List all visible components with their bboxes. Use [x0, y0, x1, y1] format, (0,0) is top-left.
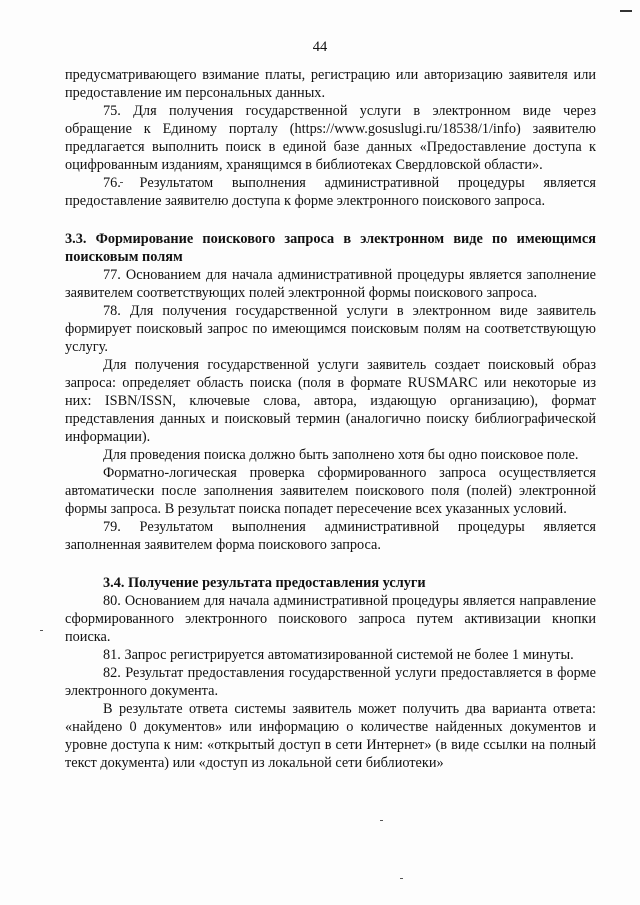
section-heading-3-4: 3.4. Получение результата предоставления услуги	[103, 575, 426, 591]
paragraph-75: 75. Для получения государственной услуги в электронном виде через обращение к Единому порталу (https://www.gosuslugi.ru/18538/1/info) заявителю предлагается выполнить поиск в единой базе данных «Предоставление доступа к оцифрованным изданиям, хранящимся в библиотеках Свердловской области».	[65, 103, 596, 173]
paragraph-81: 81. Запрос регистрируется автоматизированной системой не более 1 минуты.	[103, 647, 574, 663]
paragraph-78: 78. Для получения государственной услуги в электронном виде заявитель формирует поисковый запрос по имеющимся поисковым полям на соответствующую услугу.	[65, 303, 596, 355]
paragraph-82: 82. Результат предоставления государственной услуги предоставляется в форме электронного документа.	[65, 665, 596, 699]
paragraph-78-search-image: Для получения государственной услуги заявитель создает поисковый образ запроса: определяет область поиска (поля в формате RUSMARC или некоторые из них: ISBN/ISSN, ключевые слова, автора, издающую организацию), формат представления данных и поисковый термин (аналогично поиску библиографической информации).	[65, 357, 596, 445]
scan-speck	[400, 878, 403, 879]
scan-speck	[40, 630, 43, 631]
scan-mark	[620, 10, 632, 12]
paragraph-80: 80. Основанием для начала административной процедуры является направление сформированного электронного поискового запроса путем активизации кнопки поиска.	[65, 593, 596, 645]
paragraph-79: 79. Результатом выполнения административной процедуры является заполненная заявителем форма поискового запроса.	[65, 519, 596, 553]
section-gap	[65, 554, 596, 574]
paragraph-77: 77. Основанием для начала административной процедуры является заполнение заявителем соответствующих полей электронной формы поискового запроса.	[65, 267, 596, 301]
paragraph-continuation: предусматривающего взимание платы, регистрацию или авторизацию заявителя или предоставление им персональных данных.	[65, 67, 596, 101]
section-gap	[65, 210, 596, 230]
document-body	[65, 66, 596, 772]
paragraph-82-response: В результате ответа системы заявитель может получить два варианта ответа: «найдено 0 документов» или информацию о количестве найденных документов и уровне доступа к ним: «открытый доступ в сети Интернет» (в виде ссылки на полный текст документа) или «доступ из локальной сети библиотеки»	[65, 701, 596, 771]
scan-speck	[380, 820, 383, 821]
paragraph-78-validation: Форматно-логическая проверка сформированного запроса осуществляется автоматически после заполнения заявителем поискового поля (полей) электронной формы запроса. В результат поиска попадет пересечение всех указанных условий.	[65, 465, 596, 517]
page-number: 44	[312, 39, 328, 55]
section-heading-3-3: 3.3. Формирование поискового запроса в электронном виде по имеющимся поисковым полям	[65, 231, 596, 265]
paragraph-76: 76. Результатом выполнения административной процедуры является предоставление заявителю доступа к форме электронного поискового запроса.	[65, 175, 596, 209]
paragraph-78-required-field: Для проведения поиска должно быть заполнено хотя бы одно поисковое поле.	[103, 447, 579, 463]
